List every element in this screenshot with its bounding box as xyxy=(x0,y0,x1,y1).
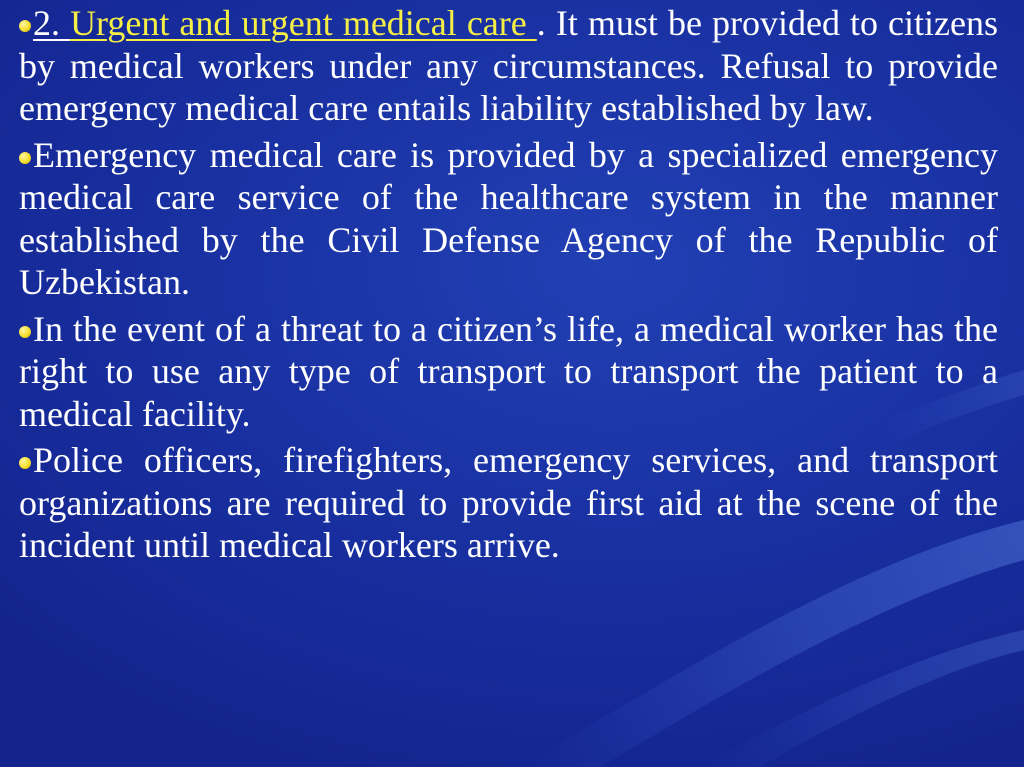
bullet-emergency-service xyxy=(16,134,998,304)
bullet-number: 2. xyxy=(33,3,71,43)
bullet-text: Police officers, firefighters, emergency services, and transport organizations are required to provide first aid at the scene of the incident until medical workers arrive. xyxy=(19,440,998,565)
bullet-dot-icon xyxy=(19,152,31,164)
bullet-transport-right xyxy=(16,308,998,436)
bullet-dot-icon xyxy=(19,326,31,338)
bullet-text: . It must be provided to citizens by medical workers under any circumstances. Refusal to provide emergency medical care entails liability established by law. xyxy=(19,3,999,128)
slide-content xyxy=(16,2,998,571)
urgent-care-highlight: Urgent and urgent medical care xyxy=(70,3,537,43)
bullet-first-aid xyxy=(16,439,998,567)
bullet-text: In the event of a threat to a citizen’s life, a medical worker has the right to use any type of transport to transport the patient to a medical facility. xyxy=(19,308,998,434)
bullet-urgent-care xyxy=(16,2,998,130)
bullet-text: Emergency medical care is provided by a specialized emergency medical care service of the healthcare system in the manner established by the Civil Defense Agency of the Republic of Uzbekistan. xyxy=(19,134,998,302)
bullet-dot-icon xyxy=(19,457,31,469)
bullet-dot-icon xyxy=(19,20,31,32)
